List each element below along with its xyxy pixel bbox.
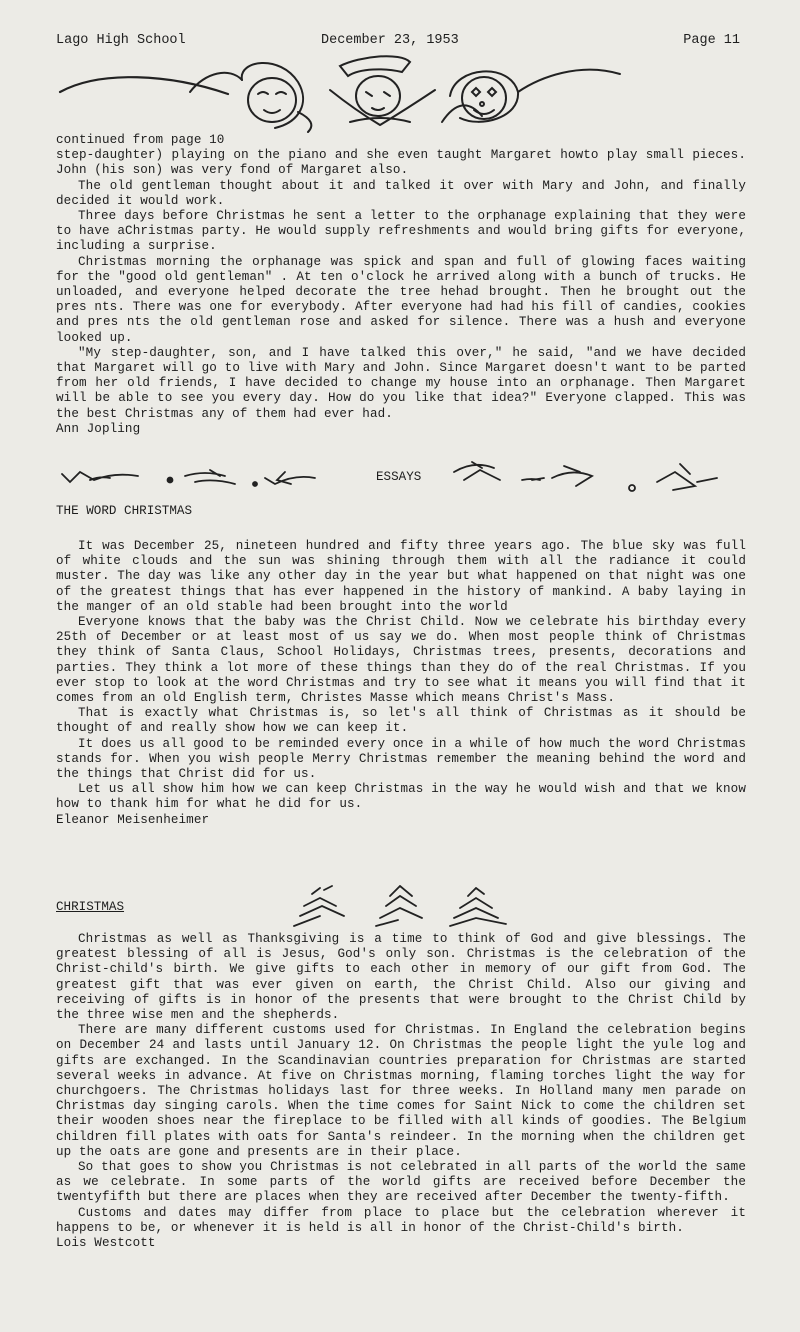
story-author: Ann Jopling bbox=[56, 421, 141, 436]
essay2-paragraph: Customs and dates may differ from place to place but the celebration wherever it happens to be, or whenever it is held is all in honor of the Christ-Child's birth. bbox=[56, 1205, 746, 1235]
story-paragraph: The old gentleman thought about it and talked it over with Mary and John, and finally decided it would work. bbox=[56, 178, 746, 208]
story-paragraph: Christmas morning the orphanage was spick and span and full of glowing faces waiting for the "good old gentleman" . At ten o'clock he arrived along with a bunch of trucks. He unloaded, and everyone helped decorate the tree hehad brought. Then he brought out the pres nts. There was one for everybody. After everyone had had his fill of candies, cookies and pres nts the old gentleman rose and asked for silence. There was a hush and everyone looked up. bbox=[56, 254, 746, 345]
essays-heading: ESSAYS bbox=[376, 470, 422, 484]
story-paragraph: step-daughter) playing on the piano and she even taught Margaret howto play small pieces. John (his son) was very fond of Margaret also. bbox=[56, 148, 746, 178]
holly-divider-right-icon bbox=[452, 458, 722, 498]
essay1-paragraph: It was December 25, nineteen hundred and fifty three years ago. The blue sky was full of white clouds and the sun was shining through them with all the radiance it could muster. The day was like any other day in the year but what happened on that night was one of the greatest things that has ever happened in the history of mankind. A baby laying in the manger of an old stable had been brought into the world bbox=[56, 539, 746, 614]
essay1-paragraph: Let us all show him how we can keep Christmas in the way he would wish and that we know how to thank him for what he did for us. bbox=[56, 782, 746, 812]
christmas-trees-icon bbox=[290, 880, 520, 930]
story-paragraph: Three days before Christmas he sent a letter to the orphanage explaining that they were to have aChristmas party. He would supply refreshments and would bring gifts for everyone, including a surprise. bbox=[56, 209, 746, 254]
school-name: Lago High School bbox=[56, 33, 186, 48]
essay2-body bbox=[56, 932, 746, 1251]
story-continued bbox=[56, 133, 746, 437]
essay2-paragraph: There are many different customs used for Christmas. In England the celebration begins on December 24 and lasts until January 12. On Christmas the people light the yule log and gifts are exchanged. In the Scandinavian countries preparation for Christmas are started several weeks in advance. At five on Christmas morning, flaming torches light the way for churchgoers. The Christmas holidays last for three weeks. In Holland many men parade on Christmas day singing carols. When the time comes for Saint Nick to come the children set their wooden shoes near the fireplace to be filled with all kinds of goodies. The Belgium children fill plates with oats for Santa's reindeer. In the morning when the children get up the oats are gone and presents are in their place. bbox=[56, 1023, 746, 1159]
essay2-paragraph: So that goes to show you Christmas is not celebrated in all parts of the world the same as we celebrate. In some parts of the world gifts are received before December the twentyfifth but there are places when they are received after December the twenty-fifth. bbox=[56, 1160, 746, 1205]
essay1-paragraph: It does us all good to be reminded every once in a while of how much the word Christmas stands for. When you wish people Merry Christmas remember the meaning behind the word and the things that Christ did for us. bbox=[56, 736, 746, 782]
essay2-paragraph: Christmas as well as Thanksgiving is a time to think of God and give blessings. The greatest blessing of all is Jesus, God's only son. Christmas is the celebration of the Christ-child's birth. We give gifts to each other in memory of our gift from God. The greatest gift that was ever given on earth, the Christ Child. Also our giving and receiving of gifts is in honor of the presents that were brought to the Christ Child by the three wise men and the shepherds. bbox=[56, 932, 746, 1023]
left-swirl-icon bbox=[60, 62, 230, 112]
essay1-title: THE WORD CHRISTMAS bbox=[56, 504, 193, 518]
page-header bbox=[56, 33, 740, 53]
issue-date: December 23, 1953 bbox=[321, 33, 459, 48]
essay2-title: CHRISTMAS bbox=[56, 900, 125, 914]
page-number: Page 11 bbox=[683, 33, 740, 48]
essay1-author: Eleanor Meisenheimer bbox=[56, 812, 210, 827]
essay1-paragraph: That is exactly what Christmas is, so let's all think of Christmas as it should be thought of and really show how we can keep it. bbox=[56, 706, 746, 736]
essay1-paragraph: Everyone knows that the baby was the Christ Child. Now we celebrate his birthday every 25th of December or at least most of us say we do. When most people think of Christmas they think of Santa Claus, School Holidays, Christmas trees, presents, decorations and parties. They think a lot more of these things than they do of the real Christmas. If you ever stop to look at the word Christmas and try to see what it means you will find that it comes from an old English term, Christes Masse which means Christ's Mass. bbox=[56, 615, 746, 706]
continued-note: continued from page 10 bbox=[56, 133, 225, 147]
holly-divider-left-icon bbox=[60, 462, 340, 492]
story-paragraph: "My step-daughter, son, and I have talked this over," he said, "and we have decided that Margaret will go to live with Mary and John. Since Margaret doesn't want to be parted from her old friends, I have decided to change my house into an orphanage. Then Margaret will be able to see you every day. How do you like that idea?" Everyone clapped. This was the best Christmas any of them had ever had. bbox=[56, 345, 746, 421]
essay1-body bbox=[56, 539, 746, 828]
carolers-drawing-icon bbox=[180, 52, 620, 132]
essay2-author: Lois Westcott bbox=[56, 1236, 156, 1251]
